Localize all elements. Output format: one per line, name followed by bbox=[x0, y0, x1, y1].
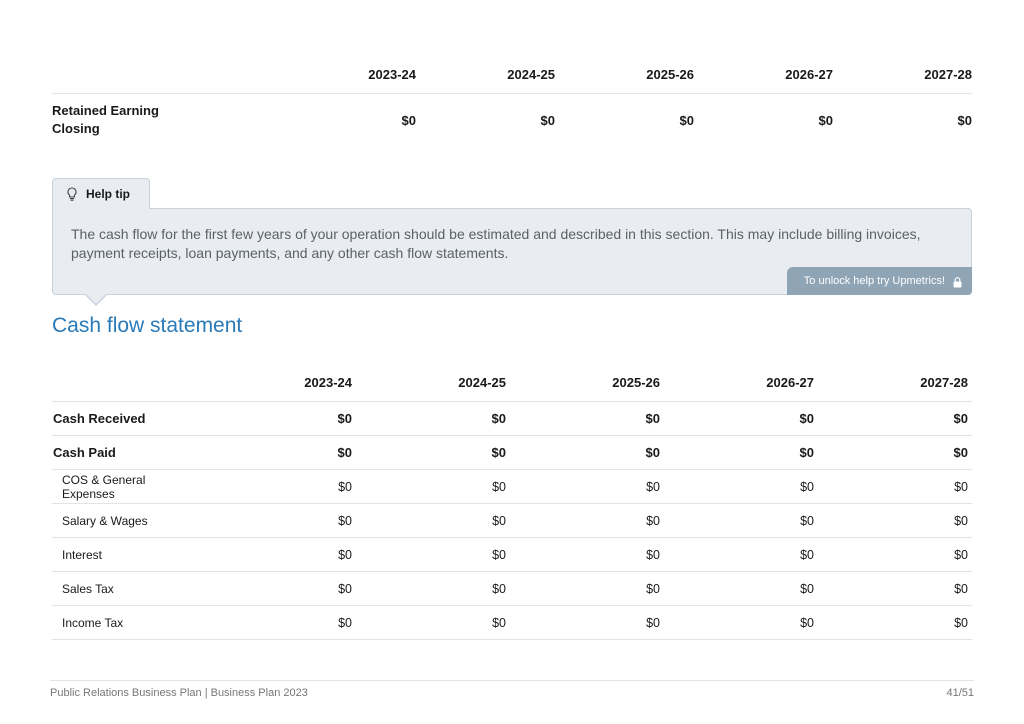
page-footer bbox=[50, 680, 974, 699]
year-header: 2026-27 bbox=[664, 364, 818, 402]
help-tip-tab[interactable] bbox=[52, 178, 150, 209]
table-row bbox=[52, 572, 972, 606]
value-cell: $0 bbox=[510, 538, 664, 572]
value-cell: $0 bbox=[679, 112, 694, 128]
table-row bbox=[52, 538, 972, 572]
table-row bbox=[52, 606, 972, 640]
value-cell: $0 bbox=[664, 436, 818, 470]
table-row bbox=[52, 470, 972, 504]
lightbulb-icon bbox=[66, 187, 78, 201]
value-cell: $0 bbox=[664, 572, 818, 606]
year-header: 2027-28 bbox=[924, 67, 972, 82]
value-cell: $0 bbox=[818, 402, 972, 436]
value-cell: $0 bbox=[510, 436, 664, 470]
year-header: 2025-26 bbox=[646, 67, 694, 82]
value-cell: $0 bbox=[664, 470, 818, 504]
value-cell: $0 bbox=[818, 606, 972, 640]
value-cell: $0 bbox=[356, 402, 510, 436]
year-header: 2026-27 bbox=[785, 67, 833, 82]
help-tip-label: Help tip bbox=[86, 187, 130, 201]
value-cell: $0 bbox=[202, 436, 356, 470]
row-label: Income Tax bbox=[52, 606, 202, 640]
retained-header-row bbox=[52, 56, 972, 94]
unlock-help-button[interactable] bbox=[787, 267, 972, 295]
value-cell: $0 bbox=[202, 470, 356, 504]
year-header: 2025-26 bbox=[510, 364, 664, 402]
section-title: Cash flow statement bbox=[52, 314, 243, 337]
value-cell: $0 bbox=[818, 538, 972, 572]
table-row bbox=[52, 504, 972, 538]
cash-flow-table bbox=[52, 364, 972, 640]
value-cell: $0 bbox=[510, 606, 664, 640]
value-cell: $0 bbox=[401, 112, 416, 128]
value-cell: $0 bbox=[356, 538, 510, 572]
value-cell: $0 bbox=[664, 402, 818, 436]
value-cell: $0 bbox=[356, 606, 510, 640]
table-row bbox=[52, 402, 972, 436]
help-tip-pointer bbox=[84, 294, 108, 306]
value-cell: $0 bbox=[356, 504, 510, 538]
value-cell: $0 bbox=[818, 436, 972, 470]
value-cell: $0 bbox=[818, 504, 972, 538]
row-label: Retained Earning Closing bbox=[52, 103, 159, 136]
value-cell: $0 bbox=[510, 402, 664, 436]
row-label: Interest bbox=[52, 538, 202, 572]
page-number: 41/51 bbox=[946, 687, 974, 699]
value-cell: $0 bbox=[664, 606, 818, 640]
value-cell: $0 bbox=[356, 572, 510, 606]
value-cell: $0 bbox=[202, 504, 356, 538]
retained-earning-row bbox=[52, 94, 972, 146]
row-label: Sales Tax bbox=[52, 572, 202, 606]
value-cell: $0 bbox=[202, 606, 356, 640]
row-label: COS & General Expenses bbox=[52, 470, 202, 504]
row-label: Cash Received bbox=[52, 402, 202, 436]
lock-icon bbox=[953, 276, 962, 287]
value-cell: $0 bbox=[202, 572, 356, 606]
year-header: 2023-24 bbox=[368, 67, 416, 82]
cash-flow-header-row bbox=[52, 364, 972, 402]
value-cell: $0 bbox=[202, 538, 356, 572]
help-tip-text: The cash flow for the first few years of your operation should be estimated and described in this section. This may include billing invoices, payment receipts, loan payments, and any other cash flow statements. bbox=[71, 226, 921, 261]
value-cell: $0 bbox=[664, 504, 818, 538]
help-tip-box bbox=[52, 208, 972, 295]
footer-document-title: Public Relations Business Plan | Business Plan 2023 bbox=[50, 687, 308, 699]
unlock-label: To unlock help try Upmetrics! bbox=[803, 274, 945, 287]
value-cell: $0 bbox=[356, 470, 510, 504]
value-cell: $0 bbox=[510, 470, 664, 504]
table-row bbox=[52, 436, 972, 470]
row-label: Cash Paid bbox=[52, 436, 202, 470]
value-cell: $0 bbox=[664, 538, 818, 572]
value-cell: $0 bbox=[818, 112, 833, 128]
value-cell: $0 bbox=[510, 572, 664, 606]
value-cell: $0 bbox=[356, 436, 510, 470]
value-cell: $0 bbox=[540, 112, 555, 128]
value-cell: $0 bbox=[202, 402, 356, 436]
year-header: 2027-28 bbox=[818, 364, 972, 402]
row-label: Salary & Wages bbox=[52, 504, 202, 538]
retained-earnings-table bbox=[52, 56, 972, 146]
value-cell: $0 bbox=[818, 470, 972, 504]
value-cell: $0 bbox=[818, 572, 972, 606]
year-header: 2024-25 bbox=[507, 67, 555, 82]
year-header: 2024-25 bbox=[356, 364, 510, 402]
header-label-cell bbox=[52, 364, 202, 402]
value-cell: $0 bbox=[510, 504, 664, 538]
value-cell: $0 bbox=[957, 112, 972, 128]
year-header: 2023-24 bbox=[202, 364, 356, 402]
